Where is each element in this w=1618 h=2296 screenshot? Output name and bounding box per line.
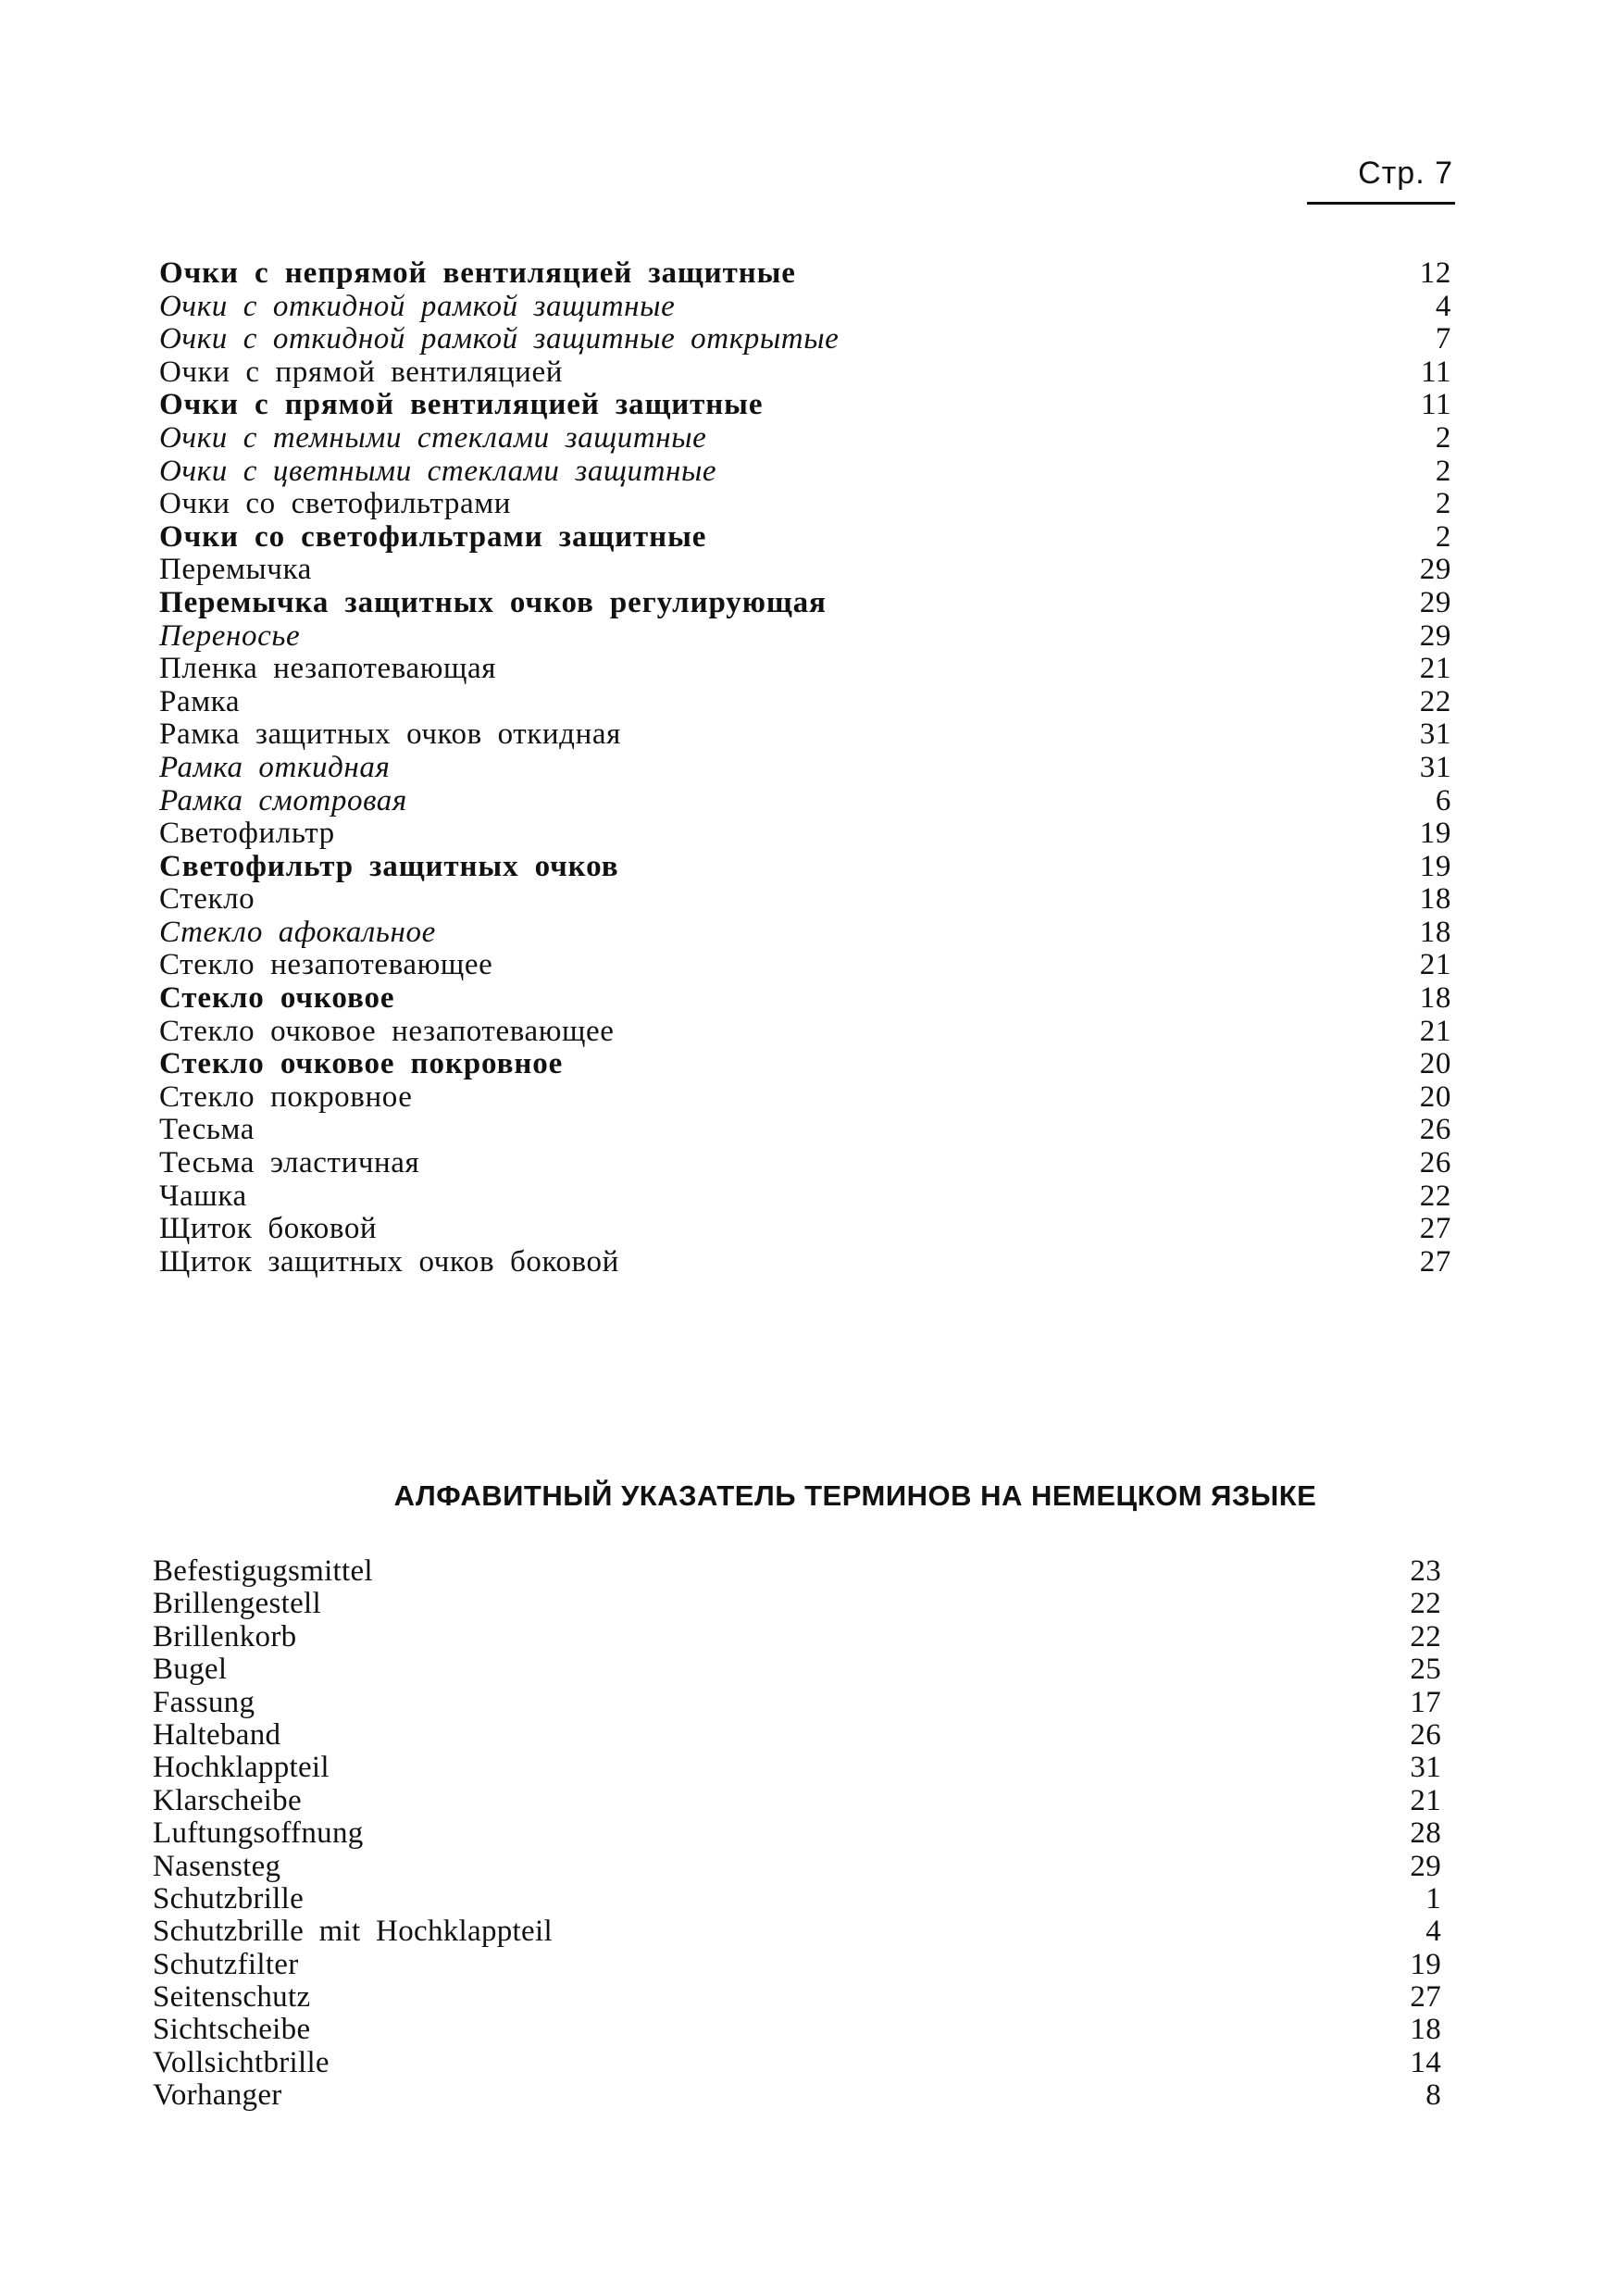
index-entry [159, 620, 1451, 654]
header-rule [1307, 202, 1455, 205]
index-term: Очки с откидной рамкой защитные открытые [159, 322, 840, 356]
index-term: Пленка незапотевающая [159, 652, 497, 686]
index-entry [153, 1981, 1441, 2014]
index-term: Schutzfilter [153, 1947, 299, 1981]
index-page-number: 20 [1419, 1047, 1451, 1081]
index-page-number: 31 [1419, 718, 1451, 752]
index-term: Стекло незапотевающее [159, 948, 493, 982]
index-page-number: 4 [1425, 1915, 1441, 1949]
index-page-number: 18 [1419, 915, 1451, 949]
index-entry [153, 1752, 1441, 1784]
index-entry [153, 1883, 1441, 1915]
index-page-number: 2 [1435, 420, 1451, 455]
index-entry [159, 1048, 1451, 1081]
index-entry [159, 1147, 1451, 1180]
index-page-number: 11 [1421, 355, 1451, 389]
index-term: Очки со светофильтрами защитные [159, 519, 707, 554]
index-entry [159, 653, 1451, 686]
index-term: Чашка [159, 1179, 247, 1213]
index-entry [159, 1246, 1451, 1279]
index-page-number: 18 [1419, 882, 1451, 917]
index-entry [159, 356, 1451, 390]
index-term: Стекло очковое незапотевающее [159, 1014, 615, 1048]
index-page-number: 19 [1419, 817, 1451, 851]
index-page-number: 26 [1410, 1717, 1441, 1752]
index-term: Рамка [159, 684, 241, 718]
index-term: Рамка откидная [159, 750, 391, 784]
index-term: Sichtscheibe [153, 2013, 311, 2047]
index-term: Очки со светофильтрами [159, 487, 511, 521]
index-page-number: 20 [1419, 1079, 1451, 1114]
index-term: Luftungsoffnung [153, 1816, 364, 1851]
page-number: Стр. 7 [1358, 156, 1453, 191]
index-term: Seitenschutz [153, 1980, 311, 2015]
index-term: Schutzbrille [153, 1881, 305, 1915]
russian-term-index [159, 257, 1451, 1279]
index-term: Щиток боковой [159, 1212, 378, 1246]
index-page-number: 2 [1435, 487, 1451, 521]
index-page-number: 1 [1425, 1881, 1441, 1915]
index-page-number: 19 [1419, 849, 1451, 883]
index-page-number: 29 [1419, 553, 1451, 587]
index-page-number: 31 [1410, 1751, 1441, 1785]
index-page-number: 21 [1410, 1783, 1441, 1817]
index-page-number: 23 [1410, 1554, 1441, 1588]
index-page-number: 11 [1421, 388, 1451, 422]
index-entry [159, 389, 1451, 422]
index-entry [159, 455, 1451, 489]
german-term-index [153, 1555, 1441, 2113]
index-entry [153, 1785, 1441, 1817]
index-term: Перемычка [159, 553, 312, 587]
index-entry [159, 883, 1451, 917]
german-index-heading [0, 1479, 1618, 1513]
index-page-number: 19 [1410, 1947, 1441, 1981]
index-entry [159, 718, 1451, 752]
index-page-number: 2 [1435, 519, 1451, 554]
index-entry [159, 488, 1451, 521]
index-entry [153, 2014, 1441, 2046]
index-term: Стекло очковое покровное [159, 1047, 564, 1081]
index-entry [159, 917, 1451, 950]
index-entry [159, 1180, 1451, 1214]
german-index-heading-text: АЛФАВИТНЫЙ УКАЗАТЕЛЬ ТЕРМИНОВ НА НЕМЕЦКОМ ЯЗЫКЕ [393, 1479, 1317, 1512]
index-page-number: 27 [1419, 1244, 1451, 1279]
index-entry [159, 323, 1451, 356]
index-entry [153, 1555, 1441, 1588]
index-page-number: 31 [1419, 750, 1451, 784]
index-term: Стекло афокальное [159, 915, 436, 949]
index-term: Brillengestell [153, 1587, 321, 1621]
index-entry [159, 554, 1451, 587]
index-page-number: 7 [1435, 322, 1451, 356]
index-page-number: 22 [1410, 1619, 1441, 1653]
index-page-number: 14 [1410, 2045, 1441, 2079]
index-term: Стекло покровное [159, 1079, 413, 1114]
index-page-number: 6 [1435, 783, 1451, 817]
index-page-number: 27 [1410, 1980, 1441, 2015]
index-term: Тесьма эластичная [159, 1146, 420, 1180]
index-page-number: 25 [1410, 1653, 1441, 1687]
index-page-number: 22 [1419, 1179, 1451, 1213]
index-entry [159, 851, 1451, 884]
index-term: Vorhanger [153, 2078, 282, 2113]
index-entry [159, 949, 1451, 982]
index-term: Очки с откидной рамкой защитные [159, 289, 676, 323]
index-entry [159, 587, 1451, 620]
index-page-number: 29 [1419, 585, 1451, 619]
index-page-number: 22 [1419, 684, 1451, 718]
index-entry [153, 1817, 1441, 1850]
index-term: Светофильтр [159, 817, 335, 851]
index-term: Очки с прямой вентиляцией [159, 355, 563, 389]
index-entry [159, 521, 1451, 555]
index-page-number: 18 [1419, 981, 1451, 1016]
index-term: Bugel [153, 1653, 228, 1687]
index-entry [153, 2047, 1441, 2079]
index-entry [159, 982, 1451, 1016]
index-entry [159, 257, 1451, 291]
index-entry [159, 1016, 1451, 1049]
index-term: Очки с темными стеклами защитные [159, 420, 707, 455]
index-entry [159, 422, 1451, 455]
index-page-number: 18 [1410, 2013, 1441, 2047]
index-entry [153, 1949, 1441, 1981]
index-entry [153, 1588, 1441, 1620]
index-term: Перемычка защитных очков регулирующая [159, 585, 827, 619]
index-term: Щиток защитных очков боковой [159, 1244, 619, 1279]
index-entry [153, 1719, 1441, 1752]
index-term: Nasensteg [153, 1849, 281, 1883]
index-page-number: 28 [1410, 1816, 1441, 1851]
index-term: Befestigugsmittel [153, 1554, 373, 1588]
index-entry [153, 2079, 1441, 2112]
index-entry [159, 291, 1451, 324]
index-entry [153, 1621, 1441, 1653]
index-page-number: 26 [1419, 1146, 1451, 1180]
index-page-number: 4 [1435, 289, 1451, 323]
index-page-number: 27 [1419, 1212, 1451, 1246]
index-entry [159, 1213, 1451, 1246]
index-entry [159, 785, 1451, 818]
index-entry [153, 1851, 1441, 1883]
index-term: Очки с прямой вентиляцией защитные [159, 388, 764, 422]
index-term: Очки с цветными стеклами защитные [159, 454, 717, 488]
index-page-number: 21 [1419, 948, 1451, 982]
index-entry [159, 817, 1451, 851]
index-term: Schutzbrille mit Hochklappteil [153, 1915, 553, 1949]
index-term: Очки с непрямой вентиляцией защитные [159, 256, 796, 290]
index-page-number: 26 [1419, 1113, 1451, 1147]
index-entry [159, 1114, 1451, 1147]
index-page-number: 8 [1425, 2078, 1441, 2113]
index-term: Переносье [159, 618, 301, 653]
index-page-number: 2 [1435, 454, 1451, 488]
index-page-number: 21 [1419, 652, 1451, 686]
index-term: Brillenkorb [153, 1619, 297, 1653]
index-page-number: 12 [1419, 256, 1451, 290]
index-term: Halteband [153, 1717, 281, 1752]
index-entry [153, 1915, 1441, 1948]
index-term: Тесьма [159, 1113, 255, 1147]
index-term: Рамка защитных очков откидная [159, 718, 621, 752]
index-term: Vollsichtbrille [153, 2045, 330, 2079]
index-page-number: 17 [1410, 1685, 1441, 1719]
index-term: Fassung [153, 1685, 255, 1719]
index-term: Рамка смотровая [159, 783, 407, 817]
index-page-number: 29 [1419, 618, 1451, 653]
index-entry [159, 686, 1451, 719]
index-term: Стекло [159, 882, 255, 917]
index-entry [153, 1687, 1441, 1719]
index-page-number: 29 [1410, 1849, 1441, 1883]
index-entry [159, 1081, 1451, 1115]
index-entry [159, 752, 1451, 785]
index-page-number: 22 [1410, 1587, 1441, 1621]
index-term: Стекло очковое [159, 981, 395, 1016]
index-term: Klarscheibe [153, 1783, 302, 1817]
index-entry [153, 1653, 1441, 1686]
index-term: Светофильтр защитных очков [159, 849, 619, 883]
index-page-number: 21 [1419, 1014, 1451, 1048]
index-term: Hochklappteil [153, 1751, 330, 1785]
